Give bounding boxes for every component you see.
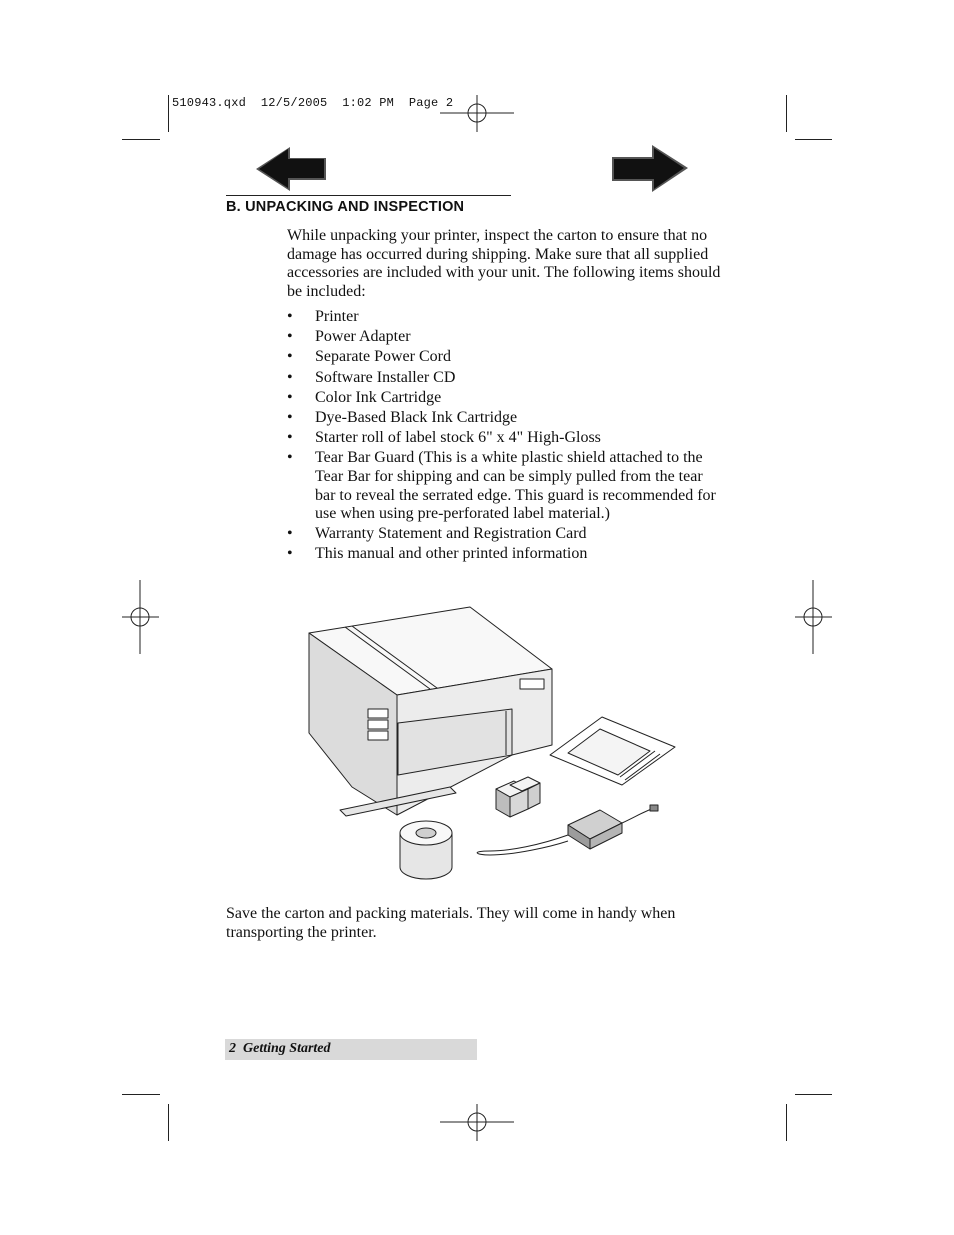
list-item: • Warranty Statement and Registration Card <box>287 525 587 543</box>
left-arrow-icon[interactable] <box>254 146 328 192</box>
list-item: • Separate Power Cord <box>287 348 451 366</box>
ink-cartridges-image <box>496 777 540 817</box>
heading-rule <box>226 195 511 196</box>
intro-paragraph: While unpacking your printer, inspect the carton to ensure that no damage has occurred during shipping. Make sure that all supplied accessories are included with your unit. The following items should be included: <box>287 227 721 300</box>
list-item: • This manual and other printed information <box>287 545 588 563</box>
footer-title: Getting Started <box>243 1041 331 1056</box>
label-roll-image <box>400 821 452 879</box>
list-item: • Software Installer CD <box>287 368 456 386</box>
section-heading: B. UNPACKING AND INSPECTION <box>226 199 465 215</box>
list-item: • Color Ink Cartridge <box>287 388 442 406</box>
right-arrow-icon[interactable] <box>610 144 690 193</box>
page-number: 2 <box>229 1041 236 1056</box>
software-cd-pack-image <box>550 717 675 785</box>
page-footer <box>229 1041 331 1057</box>
slug-line: 510943.qxd 12/5/2005 1:02 PM Page 2 <box>172 96 454 110</box>
closing-paragraph: Save the carton and packing materials. They will come in handy when transporting the printer. <box>226 905 676 941</box>
list-item: • Tear Bar Guard (This is a white plastic shield attached to the Tear Bar for shipping and can be simply pulled from the tear bar to reveal the serrated edge. This guard is recommended for use when using pre-perforated label material.) <box>287 449 716 523</box>
list-item: • Printer <box>287 308 359 325</box>
printer-control-panel <box>368 709 388 740</box>
list-item: • Starter roll of label stock 6" x 4" High-Gloss <box>287 429 601 447</box>
list-item: • Power Adapter <box>287 328 411 346</box>
included-items-list <box>287 308 727 566</box>
list-item: • Dye-Based Black Ink Cartridge <box>287 408 518 426</box>
printer-accessories-illustration <box>300 605 690 880</box>
